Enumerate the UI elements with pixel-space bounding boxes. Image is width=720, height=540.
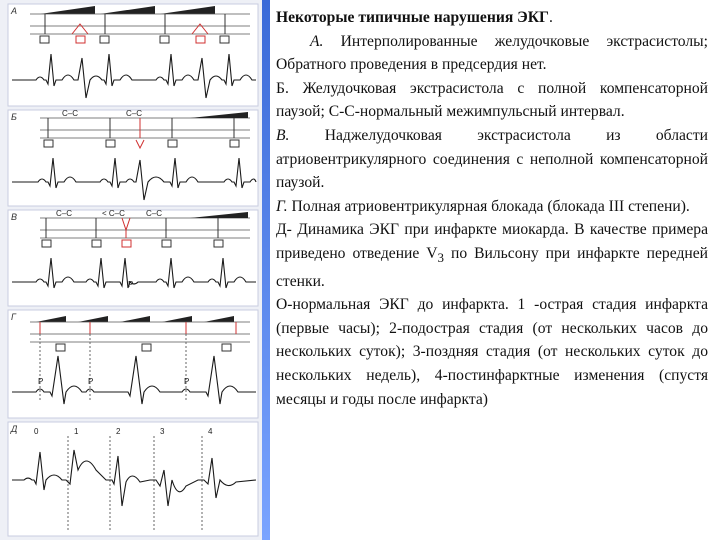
cc-label-v1: С–С (56, 209, 73, 218)
paragraph-v (276, 124, 708, 195)
paragraph-v-letter: В. (276, 126, 290, 144)
p-label-g1: P (38, 377, 44, 386)
paragraph-a-text: Интерполированные желудочковые экстрасистолы; Обратного проведения в предсердия нет. (276, 32, 708, 74)
lead-subscript: 3 (437, 250, 445, 266)
description-text (276, 6, 708, 411)
section-letter-d: Д (11, 424, 18, 434)
cc-label-b1: С–С (62, 109, 79, 118)
section-b-panel (8, 110, 258, 206)
paragraph-d-text-1: Д- Динамика ЭКГ при инфаркте миокарда. В качестве примера приведено отведение V (276, 221, 708, 262)
ecg-figure (0, 0, 262, 540)
paragraph-d (276, 218, 708, 293)
p-label-g3: P (184, 377, 190, 386)
paragraph-v-text: Наджелудочковая экстрасистола из области атриовентрикулярного соединения с неполной компенсаторной паузой. (276, 126, 708, 192)
section-d-panel (8, 422, 258, 536)
stage-label-1: 1 (74, 427, 79, 436)
paragraph-g (276, 195, 708, 219)
paragraph-g-text: Полная атриовентрикулярная блокада (блокада III степени). (287, 197, 690, 215)
paragraph-o: О-нормальная ЭКГ до инфаркта. 1 -острая стадия инфаркта (первые часы); 2-подострая стадия (от нескольких часов до нескольких суток); 3-поздняя стадия (от нескольких суток до нескольких недель), 4-постинфарктные изменения (спустя месяцы и годы после инфаркта) (276, 296, 708, 408)
section-letter-b: Б (11, 112, 17, 122)
section-letter-a: А (11, 6, 18, 16)
paragraph-a (276, 30, 708, 77)
stage-label-2: 2 (116, 427, 121, 436)
cc-label-v2: < С–С (102, 209, 125, 218)
section-letter-g: Г (11, 312, 16, 322)
section-letter-v: В (11, 212, 18, 222)
stage-label-3: 3 (160, 427, 165, 436)
ecg-diagram (0, 0, 262, 540)
title: Некоторые типичные нарушения ЭКГ (276, 9, 549, 26)
paragraph-a-letter: А. (310, 32, 324, 50)
p-label-v: P (128, 280, 134, 289)
decorative-side-bar (262, 0, 270, 540)
title-paragraph (276, 6, 708, 30)
cc-label-v3: С–С (146, 209, 163, 218)
paragraph-b: Б. Желудочковая экстрасистола с полной компенсаторной паузой; С-С-нормальный межимпульсный интервал. (276, 79, 708, 121)
cc-label-b2: С–С (126, 109, 143, 118)
stage-label-0: 0 (34, 427, 39, 436)
paragraph-g-letter: Г. (276, 197, 288, 215)
title-dot: . (548, 9, 553, 26)
paragraph-d-text-2: по Вильсону при инфаркте передней стенки. (276, 244, 708, 290)
p-label-g2: P (88, 377, 94, 386)
stage-label-4: 4 (208, 427, 213, 436)
